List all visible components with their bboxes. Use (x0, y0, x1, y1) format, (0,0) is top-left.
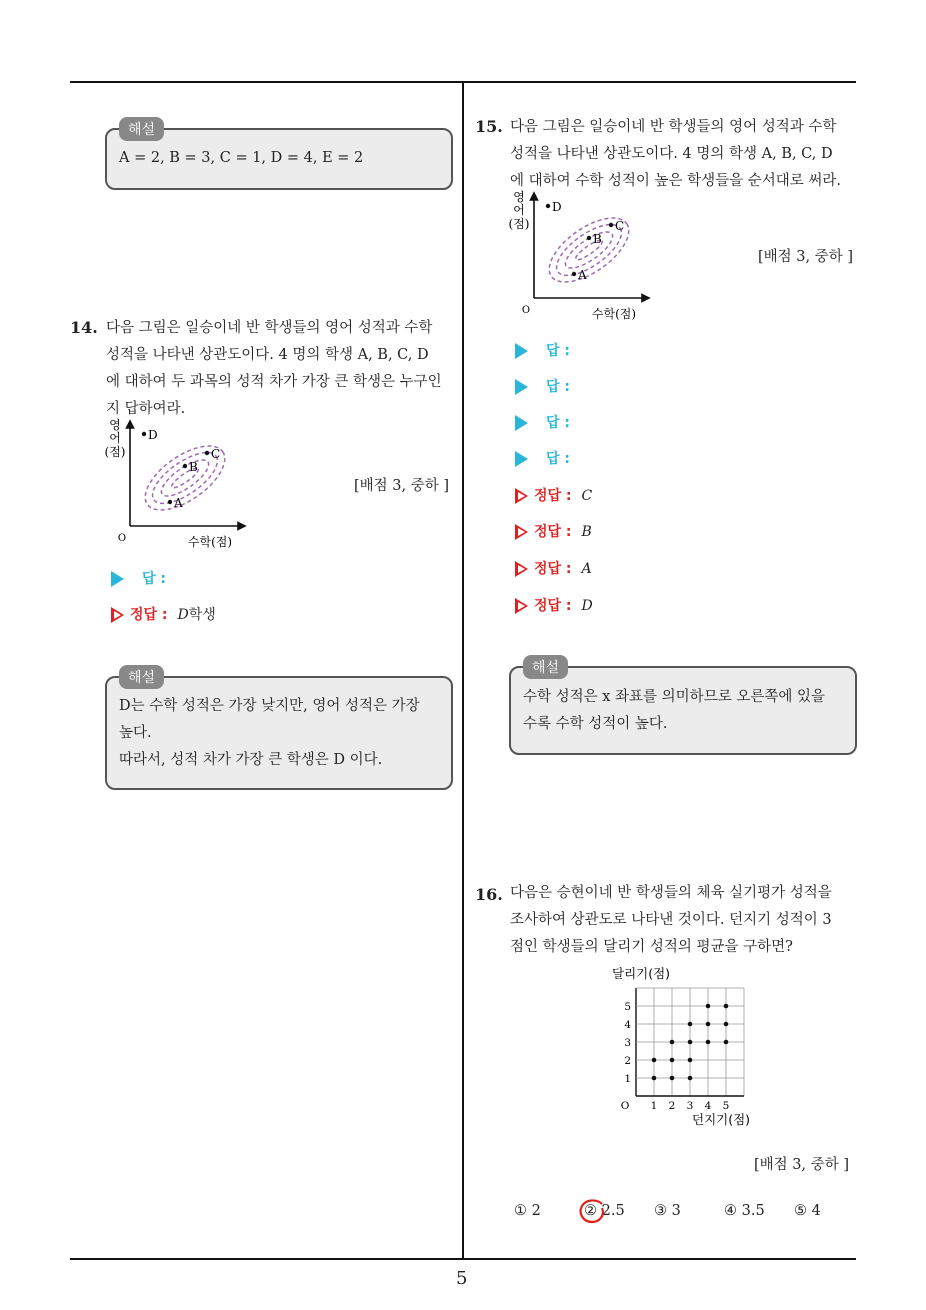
solution-box-14 (105, 670, 453, 790)
question-line: 에 대하여 수학 성적이 높은 학생들을 순서대로 써라. (510, 173, 842, 189)
question-number-16: 16. (475, 885, 503, 904)
solution-line: 높다. (119, 725, 152, 741)
score-14: [배점 3, 중하 ] (354, 478, 450, 494)
scatter-point (688, 1058, 693, 1063)
correct-answer-15-1 (515, 485, 592, 505)
question-line: 다음은 승현이네 반 학생들의 체육 실기평가 성적을 (510, 885, 832, 901)
column-divider (462, 83, 464, 1259)
choice-4[interactable]: ④ 3.5 (724, 1203, 765, 1219)
point-b (183, 464, 187, 468)
origin-label: O (521, 305, 531, 316)
question-number-14: 14. (70, 318, 98, 337)
x-axis-label: 수학(점) (187, 535, 233, 549)
choices-16 (514, 1203, 854, 1225)
scatter-point (670, 1076, 675, 1081)
y-axis-label: 영 (513, 190, 525, 204)
page-number: 5 (456, 1268, 468, 1289)
point-c (205, 451, 209, 455)
correct-arrow-icon (515, 488, 528, 504)
scatter-point (670, 1040, 675, 1045)
answer-arrow-icon (515, 379, 528, 395)
scatter-point (652, 1076, 657, 1081)
solution-line: D는 수학 성적은 가장 낮지만, 영어 성적은 가장 (119, 698, 420, 714)
question-text-16 (510, 880, 860, 961)
solution-line: 수록 수학 성적이 높다. (523, 716, 668, 732)
selected-choice-circle-icon (578, 1198, 608, 1226)
x-tick-label: 4 (704, 1100, 712, 1112)
scatter-point (724, 1004, 729, 1009)
correct-value: A (581, 561, 592, 577)
correct-answer-15-4 (515, 595, 593, 615)
y-axis-label: 어 (513, 203, 525, 217)
question-line: 점인 학생들의 달리기 성적의 평균을 구하면? (510, 939, 793, 955)
x-axis-label: 수학(점) (591, 307, 637, 321)
answer-label: 답 : (142, 571, 166, 587)
point-label-d: D (552, 200, 562, 214)
y-tick-label: 2 (624, 1055, 631, 1067)
point-label-a: A (174, 496, 183, 510)
solution-line: 수학 성적은 x 좌표를 의미하므로 오른쪽에 있을 (523, 689, 825, 705)
answer-arrow-icon (515, 343, 528, 359)
x-tick-label: 5 (722, 1100, 730, 1112)
chart-y-label: 달리기(점) (612, 966, 671, 981)
correct-answer-15-2 (515, 521, 592, 541)
correct-value: D (581, 598, 593, 614)
correct-suffix: 학생 (188, 607, 216, 623)
correlation-ellipse (539, 206, 640, 295)
point-label-a: A (578, 268, 587, 282)
choice-1[interactable]: ① 2 (514, 1203, 541, 1219)
solution-box-top (105, 122, 453, 190)
y-tick-label: 1 (624, 1073, 631, 1085)
scatter-point (706, 1022, 711, 1027)
answer-field-15-1[interactable] (515, 340, 570, 360)
point-b (587, 236, 591, 240)
question-line: 조사하여 상관도로 나타낸 것이다. 던지기 성적이 3 (510, 912, 832, 928)
point-label-b: B (189, 460, 198, 474)
solution-tag: 해설 (523, 655, 568, 679)
solution-box-15 (509, 660, 857, 755)
correct-label: 정답 : (130, 607, 168, 623)
correct-arrow-icon (111, 607, 124, 623)
answer-field-15-4[interactable] (515, 448, 570, 468)
question-line: 지 답하여라. (106, 401, 186, 417)
answer-arrow-icon (515, 415, 528, 431)
choice-3[interactable]: ③ 3 (654, 1203, 681, 1219)
question-line: 성적을 나타낸 상관도이다. 4 명의 학생 A, B, C, D (106, 347, 429, 363)
point-label-d: D (148, 428, 158, 442)
y-axis-label: (점) (104, 445, 126, 459)
scatter-point (688, 1040, 693, 1045)
point-label-c: C (211, 447, 221, 461)
scatter-point (652, 1058, 657, 1063)
point-d (142, 432, 146, 436)
correct-arrow-icon (515, 524, 528, 540)
correlation-ellipse (135, 434, 236, 523)
correct-value: D (177, 607, 189, 623)
point-a (168, 500, 172, 504)
y-tick-label: 4 (624, 1019, 631, 1031)
point-label-b: B (593, 232, 602, 246)
origin-label: O (117, 533, 127, 544)
y-axis-label: 어 (109, 431, 121, 445)
answer-arrow-icon (111, 571, 124, 587)
answer-label: 답 : (546, 415, 570, 431)
scatter-point (706, 1004, 711, 1009)
correct-arrow-icon (515, 598, 528, 614)
chart-x-label: 던지기(점) (692, 1112, 751, 1127)
answer-label: 답 : (546, 343, 570, 359)
x-tick-label: 1 (650, 1100, 658, 1112)
scatter-figure-14 (100, 418, 260, 550)
choice-5[interactable]: ⑤ 4 (794, 1203, 821, 1219)
solution-text: A = 2, B = 3, C = 1, D = 4, E = 2 (119, 150, 364, 166)
answer-label: 답 : (546, 451, 570, 467)
correct-answer-15-3 (515, 558, 592, 578)
answer-arrow-icon (515, 451, 528, 467)
scatter-point (670, 1058, 675, 1063)
scatter-point (688, 1076, 693, 1081)
correct-label: 정답 : (534, 598, 572, 614)
point-a (572, 272, 576, 276)
score-15: [배점 3, 중하 ] (758, 249, 854, 265)
x-tick-label: 2 (668, 1100, 676, 1112)
correct-label: 정답 : (534, 488, 572, 504)
scatter-figure-15 (504, 190, 664, 322)
scatter-point (688, 1022, 693, 1027)
question-line: 다음 그림은 일승이네 반 학생들의 영어 성적과 수학 (106, 320, 433, 336)
score-16: [배점 3, 중하 ] (754, 1157, 850, 1173)
bottom-rule (70, 1258, 856, 1260)
y-axis-label: 영 (109, 418, 121, 432)
answer-field-15-3[interactable] (515, 412, 570, 432)
question-text-14 (106, 315, 456, 423)
correct-label: 정답 : (534, 524, 572, 540)
question-line: 에 대하여 두 과목의 성적 차가 가장 큰 학생은 누구인 (106, 374, 442, 390)
correct-label: 정답 : (534, 561, 572, 577)
correct-value: C (581, 488, 593, 504)
y-tick-label: 3 (624, 1037, 631, 1049)
solution-line: 따라서, 성적 차가 가장 큰 학생은 D 이다. (119, 752, 383, 768)
answer-field-14[interactable] (111, 568, 166, 588)
scatter-point (724, 1022, 729, 1027)
correct-answer-14 (111, 604, 216, 624)
y-tick-label: 5 (624, 1001, 631, 1013)
answer-field-15-2[interactable] (515, 376, 570, 396)
question-line: 다음 그림은 일승이네 반 학생들의 영어 성적과 수학 (510, 119, 837, 135)
answer-label: 답 : (546, 379, 570, 395)
choice-2[interactable]: ② 2.5 (584, 1203, 625, 1219)
scatter-point (706, 1040, 711, 1045)
x-tick-label: 3 (686, 1100, 694, 1112)
question-number-15: 15. (475, 117, 503, 136)
y-axis-label: (점) (508, 217, 530, 231)
question-line: 성적을 나타낸 상관도이다. 4 명의 학생 A, B, C, D (510, 146, 833, 162)
scatter-point (724, 1040, 729, 1045)
solution-tag: 해설 (119, 117, 164, 141)
question-text-15 (510, 114, 860, 195)
point-label-c: C (615, 219, 625, 233)
correct-arrow-icon (515, 561, 528, 577)
scatter-chart-16 (606, 962, 766, 1132)
chart-origin-label: O (620, 1100, 630, 1112)
correct-value: B (581, 524, 592, 540)
point-d (546, 204, 550, 208)
point-c (609, 223, 613, 227)
solution-tag: 해설 (119, 665, 164, 689)
